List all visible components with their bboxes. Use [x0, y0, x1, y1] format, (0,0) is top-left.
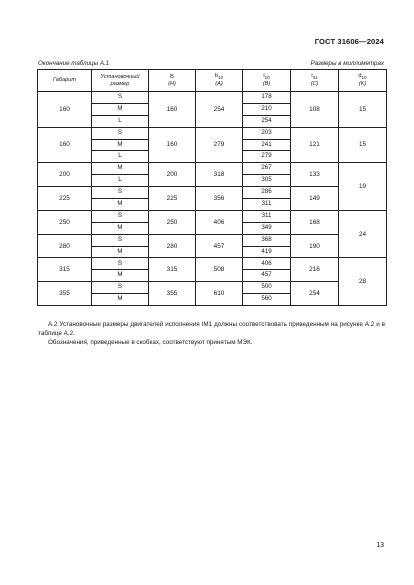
- cell-h: 200: [149, 163, 196, 187]
- cell-d10: 28: [339, 258, 387, 306]
- cell-l31: 121: [291, 127, 339, 163]
- cell-l10: 254: [243, 115, 291, 127]
- cell-mount: M: [92, 270, 149, 282]
- table-row: [38, 163, 387, 175]
- cell-mount: M: [92, 294, 149, 306]
- cell-frame: 160: [38, 127, 92, 163]
- cell-l10: 406: [243, 258, 291, 270]
- header-l10-symbol: $l_{10}$: [263, 73, 270, 81]
- cell-h: 250: [149, 210, 196, 234]
- header-l31-iec: (C): [310, 81, 319, 88]
- table-row: [38, 187, 387, 199]
- cell-l10: 457: [243, 270, 291, 282]
- header-l31-symbol: $l_{31}$: [311, 73, 318, 81]
- cell-l10: 210: [243, 103, 291, 115]
- table-continuation-caption: Окончание таблицы А.1: [38, 60, 110, 67]
- cell-mount: S: [92, 210, 149, 222]
- cell-frame: 355: [38, 282, 92, 306]
- cell-mount: L: [92, 175, 149, 187]
- header-d10-symbol: $d_{10}$: [358, 73, 367, 81]
- cell-l10: 419: [243, 246, 291, 258]
- table-row: [38, 282, 387, 294]
- cell-l31: 190: [291, 234, 339, 258]
- cell-mount: S: [92, 127, 149, 139]
- cell-h: 355: [149, 282, 196, 306]
- cell-l10: 178: [243, 92, 291, 104]
- cell-mount: S: [92, 282, 149, 294]
- cell-mount: M: [92, 199, 149, 211]
- cell-frame: 315: [38, 258, 92, 282]
- cell-h: 315: [149, 258, 196, 282]
- header-b10: [196, 70, 243, 92]
- cell-mount: M: [92, 139, 149, 151]
- cell-l10: 286: [243, 187, 291, 199]
- cell-l31: 168: [291, 210, 339, 234]
- table-row: [38, 234, 387, 246]
- note-designations: Обозначения, приведенные в скобках, соответствуют принятым МЭК.: [48, 339, 253, 346]
- cell-b10: 318: [196, 163, 243, 187]
- header-d10-iec: (K): [358, 81, 367, 88]
- cell-mount: S: [92, 92, 149, 104]
- cell-mount: L: [92, 115, 149, 127]
- cell-l10: 305: [243, 175, 291, 187]
- cell-l31: 149: [291, 187, 339, 211]
- cell-l10: 349: [243, 222, 291, 234]
- table-row: [38, 210, 387, 222]
- cell-h: 225: [149, 187, 196, 211]
- cell-frame: 200: [38, 163, 92, 187]
- cell-mount: S: [92, 234, 149, 246]
- cell-h: 160: [149, 92, 196, 128]
- cell-b10: 508: [196, 258, 243, 282]
- header-b-symbol: B: [170, 74, 174, 81]
- cell-mount: M: [92, 163, 149, 175]
- cell-l31: 133: [291, 163, 339, 187]
- header-d10: [339, 70, 387, 92]
- cell-mount: M: [92, 103, 149, 115]
- cell-h: 160: [149, 127, 196, 163]
- cell-l10: 267: [243, 163, 291, 175]
- header-b: [149, 70, 196, 92]
- cell-d10: 15: [339, 92, 387, 128]
- table-row: [38, 127, 387, 139]
- dimensions-table: [37, 69, 387, 306]
- table-header-row: [38, 70, 387, 92]
- page-number: 13: [376, 542, 384, 549]
- cell-l10: 368: [243, 234, 291, 246]
- cell-frame: 280: [38, 234, 92, 258]
- header-l31: [291, 70, 339, 92]
- units-caption: Размеры в миллиметрах: [310, 60, 384, 67]
- cell-h: 280: [149, 234, 196, 258]
- cell-d10: 24: [339, 210, 387, 258]
- header-mount-size: Установочный размер: [92, 70, 149, 92]
- cell-l10: 279: [243, 151, 291, 163]
- cell-mount: S: [92, 258, 149, 270]
- cell-mount: L: [92, 151, 149, 163]
- cell-l10: 311: [243, 210, 291, 222]
- header-b-iec: (H): [168, 80, 176, 87]
- header-l10: [243, 70, 291, 92]
- cell-l10: 560: [243, 294, 291, 306]
- cell-d10: 15: [339, 127, 387, 163]
- table-row: [38, 258, 387, 270]
- standard-number: ГОСТ 31606—2024: [314, 37, 384, 46]
- cell-b10: 356: [196, 187, 243, 211]
- header-b10-symbol: $b_{10}$: [214, 73, 224, 81]
- cell-frame: 225: [38, 187, 92, 211]
- notes-section: [38, 320, 385, 347]
- cell-frame: 250: [38, 210, 92, 234]
- header-b10-iec: (A): [215, 81, 223, 88]
- cell-l10: 500: [243, 282, 291, 294]
- cell-mount: S: [92, 187, 149, 199]
- cell-l31: 216: [291, 258, 339, 282]
- header-l10-iec: (B): [262, 81, 271, 88]
- header-frame: Габарит: [38, 70, 92, 92]
- cell-l10: 203: [243, 127, 291, 139]
- cell-b10: 279: [196, 127, 243, 163]
- cell-b10: 610: [196, 282, 243, 306]
- cell-d10: 19: [339, 163, 387, 211]
- cell-l31: 254: [291, 282, 339, 306]
- cell-mount: M: [92, 222, 149, 234]
- cell-b10: 406: [196, 210, 243, 234]
- table-row: [38, 92, 387, 104]
- cell-b10: 254: [196, 92, 243, 128]
- cell-l10: 311: [243, 199, 291, 211]
- cell-mount: M: [92, 246, 149, 258]
- cell-l31: 108: [291, 92, 339, 128]
- cell-b10: 457: [196, 234, 243, 258]
- cell-l10: 241: [243, 139, 291, 151]
- note-a2: А.2 Установочные размеры двигателей исполнения IM1 должны соответствовать приведенным на рисунке А.2 и в таблице А.2.: [38, 321, 385, 337]
- cell-frame: 160: [38, 92, 92, 128]
